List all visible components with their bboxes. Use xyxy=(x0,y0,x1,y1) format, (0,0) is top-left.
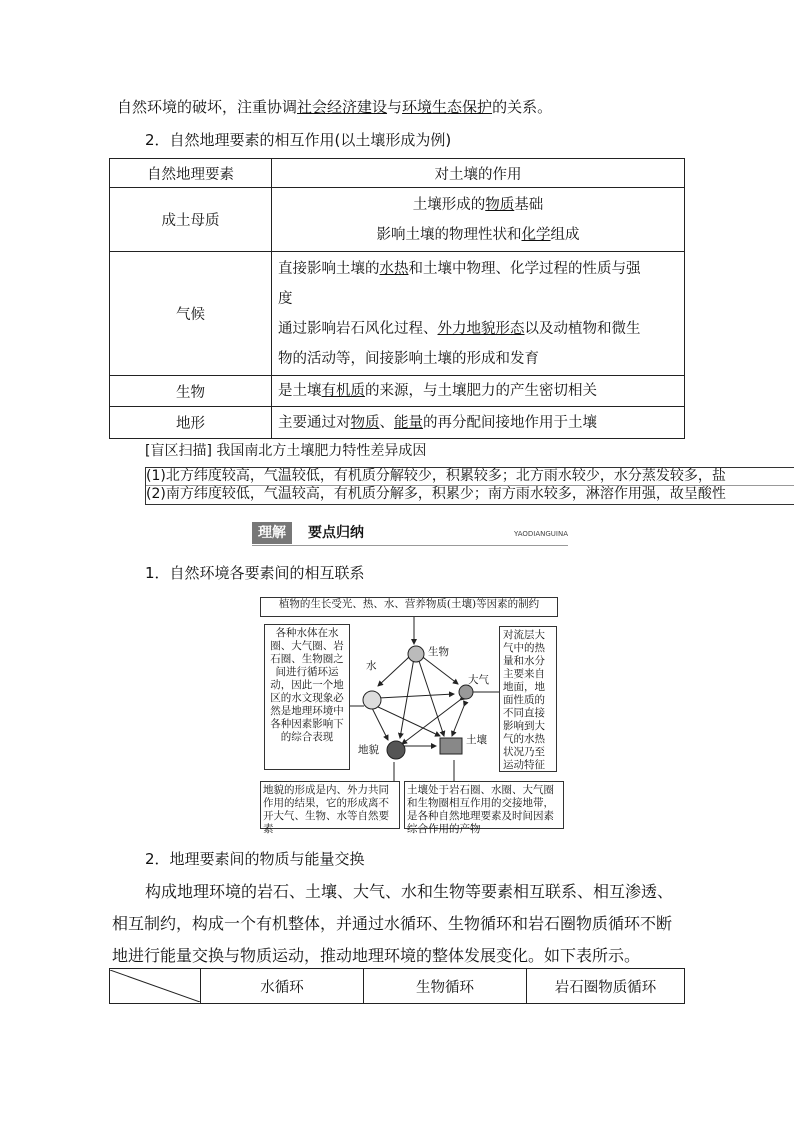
cycle-header-bio: 生物循环 xyxy=(364,969,527,1004)
sub2-title: 2．地理要素间的物质与能量交换 xyxy=(145,850,365,868)
blind-spot-line1: (1)北方纬度较高，气温较低，有机质分解较少，积累较多；北方雨水较少，水分蒸发较多，盐 xyxy=(146,468,794,486)
paragraph-line1: 构成地理环境的岩石、土壤、大气、水和生物等要素相互联系、相互渗透、 xyxy=(145,882,674,901)
cycle-table-corner xyxy=(110,969,201,1004)
sub1-title: 1．自然环境各要素间的相互联系 xyxy=(145,564,365,582)
row-climate-effect: 直接影响土壤的水热和土壤中物理、化学过程的性质与强 度 通过影响岩石风化过程、外力地貌形态以及动植物和微生 物的活动等，间接影响土壤的形成和发育 xyxy=(272,252,685,376)
section-bar xyxy=(252,522,568,544)
paragraph-line2: 相互制约，构成一个有机整体，并通过水循环、生物循环和岩石圈物质循环不断 xyxy=(112,914,673,933)
section-bar-english: YAODIANGUINA xyxy=(513,530,568,538)
node-soil-label: 土壤 xyxy=(466,734,487,746)
row-landform-effect: 主要通过对物质、能量的再分配间接地作用于土壤 xyxy=(272,407,685,439)
elements-diagram xyxy=(254,596,566,835)
row-organism-factor: 生物 xyxy=(110,376,272,407)
diagram-right-box: 对流层大气中的热量和水分主要来自地面，地面性质的不同直接影响到大气的水热状况乃至运动特征 xyxy=(499,626,557,772)
cycle-table xyxy=(109,968,685,1004)
row-parent-material-effect: 土壤形成的物质基础 影响土壤的物理性状和化学组成 xyxy=(272,188,685,252)
section-bar-tag: 理解 xyxy=(252,522,292,544)
section2-title: 2．自然地理要素的相互作用(以土壤形成为例) xyxy=(145,131,452,149)
diagram-left-box: 各种水体在水圈、大气圈、岩石圈、生物圈之间进行循环运动，因此一个地区的水文现象必然是地理环境中各种因素影响下的综合表现 xyxy=(264,624,350,770)
soil-table-header-effect: 对土壤的作用 xyxy=(272,159,685,188)
diagram-top-box: 植物的生长受光、热、水、营养物质(土壤)等因素的制约 xyxy=(260,597,558,617)
diagram-bottom-left-box: 地貌的形成是内、外力共同作用的结果，它的形成离不开大气、生物、水等自然要素 xyxy=(260,781,400,829)
soil-table xyxy=(109,158,685,439)
node-atmosphere-label: 大气 xyxy=(468,674,489,686)
node-landform-label: 地貌 xyxy=(358,744,379,756)
node-organism-label: 生物 xyxy=(428,646,449,658)
blind-spot-line2: (2)南方纬度较低，气温较高，有机质分解多，积累少；南方雨水较多，淋溶作用强，故呈酸性 xyxy=(146,486,726,502)
diagonal-line xyxy=(110,970,200,1002)
blind-spot-title: [盲区扫描] 我国南北方土壤肥力特性差异成因 xyxy=(145,443,427,459)
section-bar-title: 要点归纳 xyxy=(308,525,364,541)
paragraph-line3: 地进行能量交换与物质运动，推动地理环境的整体发展变化。如下表所示。 xyxy=(112,946,641,965)
node-water-label: 水 xyxy=(366,660,377,672)
cycle-header-water: 水循环 xyxy=(201,969,364,1004)
row-organism-effect: 是土壤有机质的来源，与土壤肥力的产生密切相关 xyxy=(272,376,685,407)
section-bar-rule xyxy=(252,545,568,546)
cycle-header-rock: 岩石圈物质循环 xyxy=(527,969,685,1004)
row-landform-factor: 地形 xyxy=(110,407,272,439)
intro-line: 自然环境的破坏，注重协调社会经济建设与环境生态保护的关系。 xyxy=(117,98,553,116)
row-climate-factor: 气候 xyxy=(110,252,272,376)
row-parent-material-factor: 成土母质 xyxy=(110,188,272,252)
blind-spot-box xyxy=(145,467,794,505)
diagram-bottom-right-box: 土壤处于岩石圈、水圈、大气圈和生物圈相互作用的交接地带，是各种自然地理要素及时间因素综合作用的产物 xyxy=(404,781,564,829)
soil-table-header-factor: 自然地理要素 xyxy=(110,159,272,188)
